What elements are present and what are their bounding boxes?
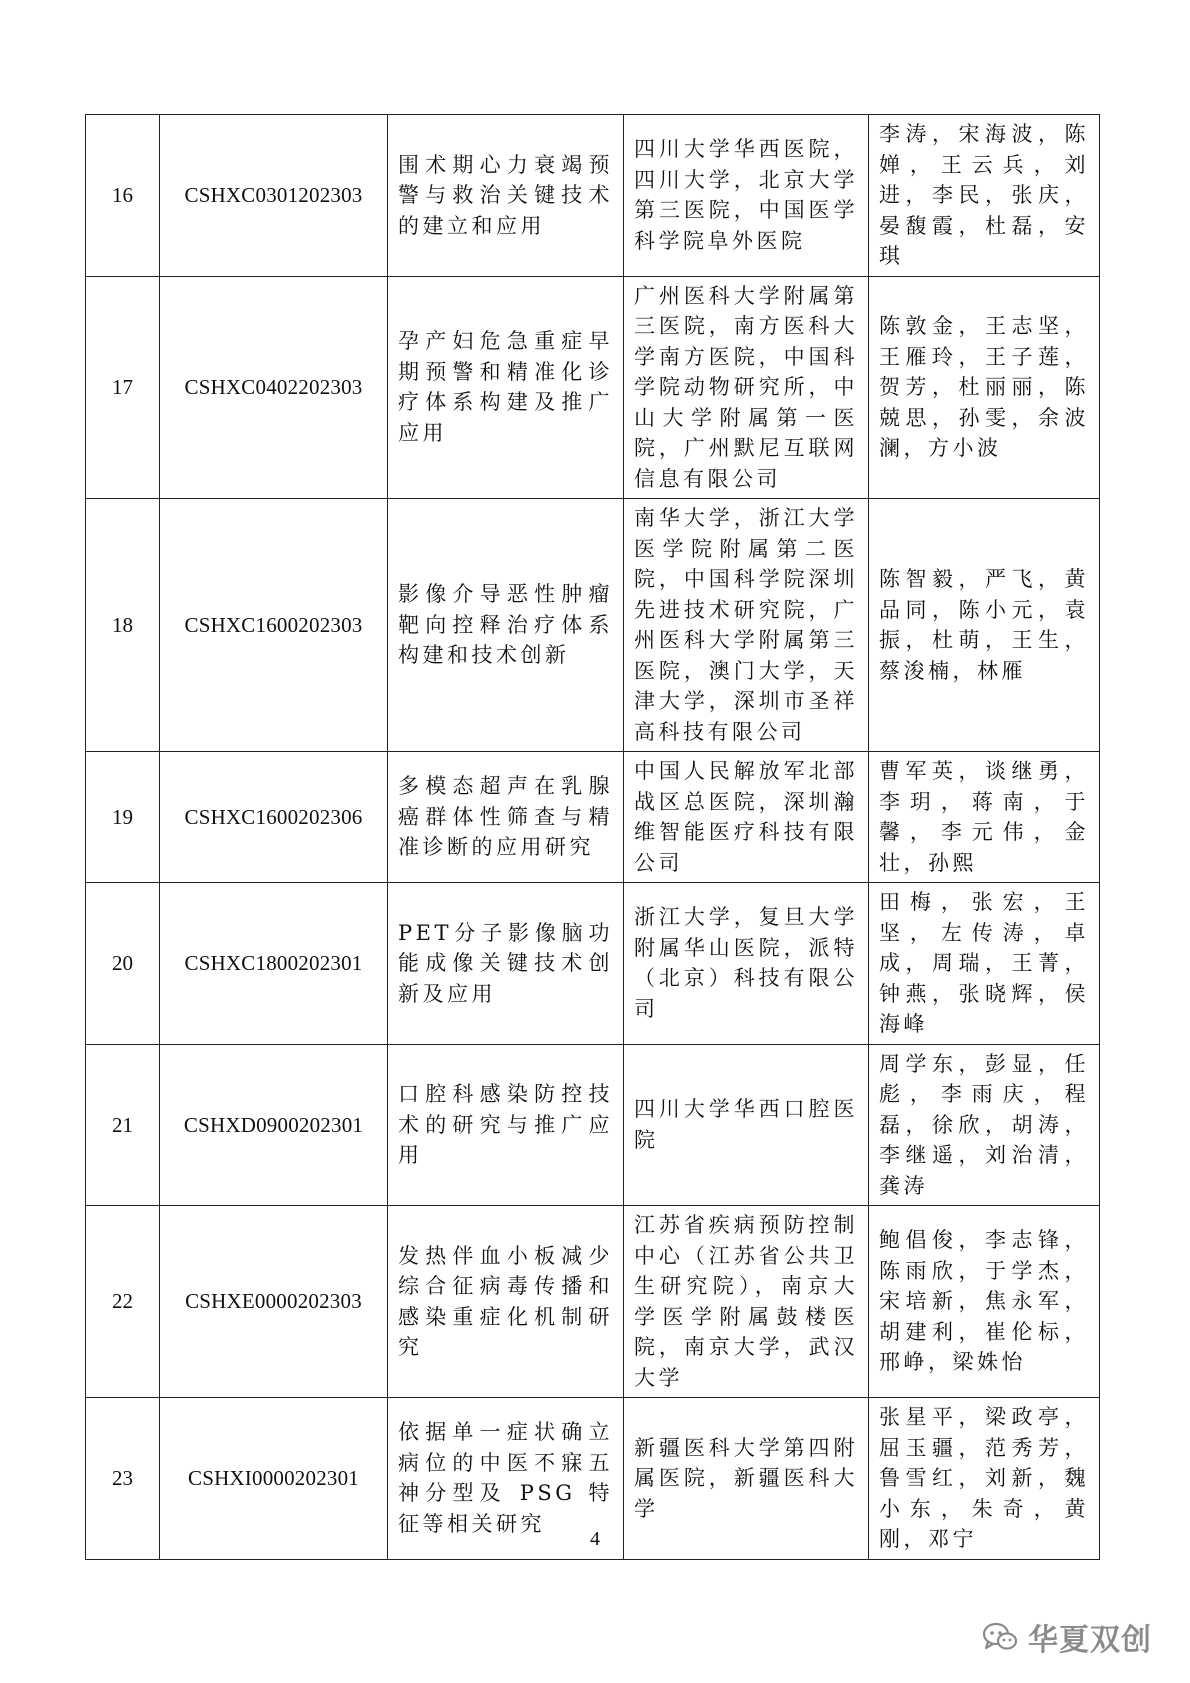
completing-units: 中国人民解放军北部战区总医院，深圳瀚维智能医疗科技有限公司 <box>624 752 869 883</box>
completing-units: 南华大学，浙江大学医学院附属第二医院，中国科学院深圳先进技术研究院，广州医科大学附属第三医院，澳门大学，天津大学，深圳市圣祥高科技有限公司 <box>624 499 869 752</box>
table-row <box>86 1206 1100 1398</box>
table-row <box>86 499 1100 752</box>
project-title: 孕产妇危急重症早期预警和精准化诊疗体系构建及推广应用 <box>388 276 624 499</box>
project-code: CSHXC1600202303 <box>160 499 388 752</box>
project-code: CSHXC1600202306 <box>160 752 388 883</box>
project-code: CSHXE0000202303 <box>160 1206 388 1398</box>
project-title: 依据单一症状确立病位的中医不寐五神分型及 PSG 特征等相关研究 <box>388 1398 624 1560</box>
project-code: CSHXD0900202301 <box>160 1044 388 1206</box>
wechat-watermark <box>982 1615 1152 1659</box>
table-row <box>86 1044 1100 1206</box>
project-title: PET分子影像脑功能成像关键技术创新及应用 <box>388 883 624 1045</box>
row-number: 23 <box>86 1398 160 1560</box>
watermark-text: 华夏双创 <box>1028 1623 1152 1658</box>
row-number: 20 <box>86 883 160 1045</box>
row-number: 17 <box>86 276 160 499</box>
completing-units: 江苏省疾病预防控制中心（江苏省公共卫生研究院），南京大学医学附属鼓楼医院，南京大学，武汉大学 <box>624 1206 869 1398</box>
row-number: 19 <box>86 752 160 883</box>
project-title: 多模态超声在乳腺癌群体性筛查与精准诊断的应用研究 <box>388 752 624 883</box>
row-number: 21 <box>86 1044 160 1206</box>
table-row <box>86 115 1100 277</box>
row-number: 18 <box>86 499 160 752</box>
completing-units: 新疆医科大学第四附属医院，新疆医科大学 <box>624 1398 869 1560</box>
completing-units: 四川大学华西口腔医院 <box>624 1044 869 1206</box>
completing-units: 四川大学华西医院，四川大学，北京大学第三医院，中国医学科学院阜外医院 <box>624 115 869 277</box>
project-title: 口腔科感染防控技术的研究与推广应用 <box>388 1044 624 1206</box>
completing-people: 陈智毅，严飞，黄品同，陈小元，袁振，杜萌，王生，蔡浚楠，林雁 <box>869 499 1100 752</box>
row-number: 22 <box>86 1206 160 1398</box>
project-code: CSHXC0402202303 <box>160 276 388 499</box>
completing-people: 陈敦金，王志坚，王雁玲，王子莲，贺芳，杜丽丽，陈兢思，孙雯，余波澜，方小波 <box>869 276 1100 499</box>
table-row <box>86 883 1100 1045</box>
completing-people: 李涛，宋海波，陈婵，王云兵，刘进，李民，张庆，晏馥霞，杜磊，安琪 <box>869 115 1100 277</box>
project-title: 发热伴血小板减少综合征病毒传播和感染重症化机制研究 <box>388 1206 624 1398</box>
project-code: CSHXI0000202301 <box>160 1398 388 1560</box>
project-code: CSHXC1800202301 <box>160 883 388 1045</box>
completing-units: 浙江大学，复旦大学附属华山医院，派特（北京）科技有限公司 <box>624 883 869 1045</box>
page-number: 4 <box>590 1528 600 1550</box>
completing-units: 广州医科大学附属第三医院，南方医科大学南方医院，中国科学院动物研究所，中山大学附属第一医院，广州默尼互联网信息有限公司 <box>624 276 869 499</box>
table-row <box>86 752 1100 883</box>
row-number: 16 <box>86 115 160 277</box>
completing-people: 鲍倡俊，李志锋，陈雨欣，于学杰，宋培新，焦永军，胡建利，崔伦标，邢峥，梁姝怡 <box>869 1206 1100 1398</box>
project-title: 围术期心力衰竭预警与救治关键技术的建立和应用 <box>388 115 624 277</box>
completing-people: 周学东，彭显，任彪，李雨庆，程磊，徐欣，胡涛，李继遥，刘治清，龚涛 <box>869 1044 1100 1206</box>
project-code: CSHXC0301202303 <box>160 115 388 277</box>
completing-people: 张星平，梁政亭，屈玉疆，范秀芳，鲁雪红，刘新，魏小东，朱奇，黄刚，邓宁 <box>869 1398 1100 1560</box>
project-title: 影像介导恶性肿瘤靶向控释治疗体系构建和技术创新 <box>388 499 624 752</box>
award-table <box>85 114 1100 1560</box>
table-row <box>86 276 1100 499</box>
completing-people: 田梅，张宏，王坚，左传涛，卓成，周瑞，王菁，钟燕，张晓辉，侯海峰 <box>869 883 1100 1045</box>
wechat-icon <box>982 1621 1018 1653</box>
completing-people: 曹军英，谈继勇，李玥，蒋南，于馨，李元伟，金壮，孙熙 <box>869 752 1100 883</box>
